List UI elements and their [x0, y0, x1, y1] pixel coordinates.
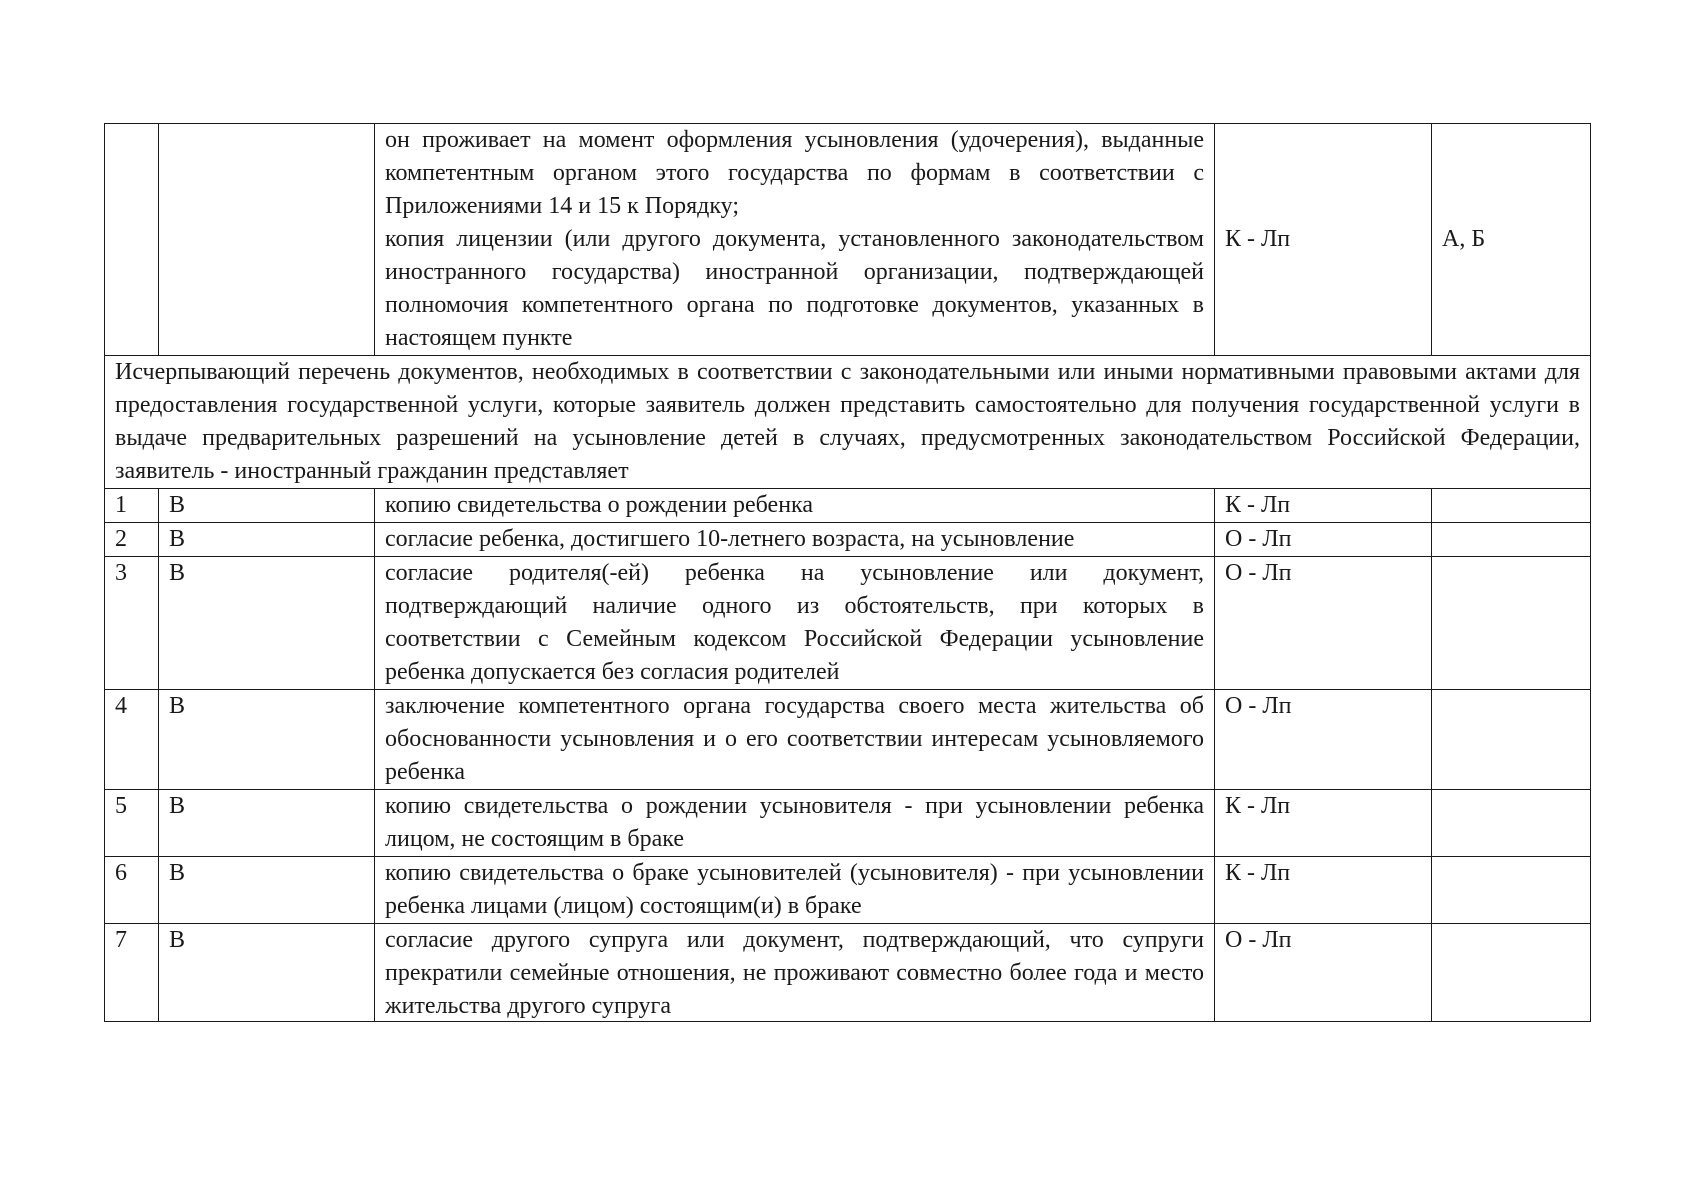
row-code-cell: В [159, 523, 375, 557]
row-category-cell [1432, 790, 1591, 857]
row-code-cell: В [159, 790, 375, 857]
table-row [105, 857, 1591, 924]
row-doc-type-cell: К - Лп [1215, 489, 1432, 523]
row-text-paragraph: копия лицензии (или другого документа, установленного законодательством иностранного государства) иностранной организации, подтверждающей полномочия компетентного органа по подготовке документов, указанных в настоящем пункте [385, 226, 1204, 351]
row-category-cell [1432, 690, 1591, 790]
row-category-cell [1432, 857, 1591, 924]
row-doc-type-cell: О - Лп [1215, 924, 1432, 1022]
row-doc-type-cell: К - Лп [1215, 857, 1432, 924]
row-number-cell: 2 [105, 523, 159, 557]
row-doc-type-cell: К - Лп [1215, 790, 1432, 857]
table-row [105, 489, 1591, 523]
table-row [105, 124, 1591, 356]
row-number-cell: 7 [105, 924, 159, 1022]
row-number-cell: 4 [105, 690, 159, 790]
row-number-cell: 1 [105, 489, 159, 523]
row-code-cell: В [159, 857, 375, 924]
row-code-cell: В [159, 690, 375, 790]
row-number-cell: 6 [105, 857, 159, 924]
row-text-paragraph: он проживает на момент оформления усыновления (удочерения), выданные компетентным органом этого государства по формам в соответствии с Приложениями 14 и 15 к Порядку; [385, 127, 1204, 219]
row-number-cell: 5 [105, 790, 159, 857]
row-text-cell: копию свидетельства о рождении ребенка [375, 489, 1215, 523]
table-row [105, 690, 1591, 790]
row-text-cell: копию свидетельства о браке усыновителей (усыновителя) - при усыновлении ребенка лицами (лицом) состоящим(и) в браке [375, 857, 1215, 924]
documents-table [104, 123, 1591, 1022]
table-row [105, 557, 1591, 690]
table-row [105, 790, 1591, 857]
row-doc-type-cell: О - Лп [1215, 557, 1432, 690]
document-page [104, 123, 1590, 1022]
row-number-cell: 3 [105, 557, 159, 690]
row-text-cell: копию свидетельства о рождении усыновителя - при усыновлении ребенка лицом, не состоящим в браке [375, 790, 1215, 857]
row-text-cell [375, 124, 1215, 356]
row-text-truncated: согласие другого супруга или документ, подтверждающий, что супруги прекратили семейные отношения, не проживают совместно более года и место жительства другого супруга [385, 927, 1204, 1019]
row-doc-type-cell: К - Лп [1215, 124, 1432, 356]
row-code-cell: В [159, 557, 375, 690]
row-code-cell: В [159, 489, 375, 523]
row-code-cell [159, 124, 375, 356]
row-category-cell [1432, 489, 1591, 523]
row-category-cell [1432, 557, 1591, 690]
table-row [105, 924, 1591, 1022]
row-text-cell: согласие родителя(-ей) ребенка на усыновление или документ, подтверждающий наличие одного из обстоятельств, при которых в соответствии с Семейным кодексом Российской Федерации усыновление ребенка допускается без согласия родителей [375, 557, 1215, 690]
row-doc-type-cell: О - Лп [1215, 523, 1432, 557]
row-category-cell [1432, 523, 1591, 557]
row-code-cell: В [159, 924, 375, 1022]
section-heading-row [105, 356, 1591, 489]
row-text-cell [375, 924, 1215, 1022]
row-text-cell: заключение компетентного органа государства своего места жительства об обоснованности усыновления и о его соответствии интересам усыновляемого ребенка [375, 690, 1215, 790]
section-heading: Исчерпывающий перечень документов, необходимых в соответствии с законодательными или иными нормативными правовыми актами для предоставления государственной услуги, которые заявитель должен представить самостоятельно для получения государственной услуги в выдаче предварительных разрешений на усыновление детей в случаях, предусмотренных законодательством Российской Федерации, заявитель - иностранный гражданин представляет [105, 356, 1591, 489]
row-number-cell [105, 124, 159, 356]
row-text-cell: согласие ребенка, достигшего 10-летнего возраста, на усыновление [375, 523, 1215, 557]
row-category-cell [1432, 924, 1591, 1022]
row-doc-type-cell: О - Лп [1215, 690, 1432, 790]
row-category-cell: А, Б [1432, 124, 1591, 356]
table-row [105, 523, 1591, 557]
